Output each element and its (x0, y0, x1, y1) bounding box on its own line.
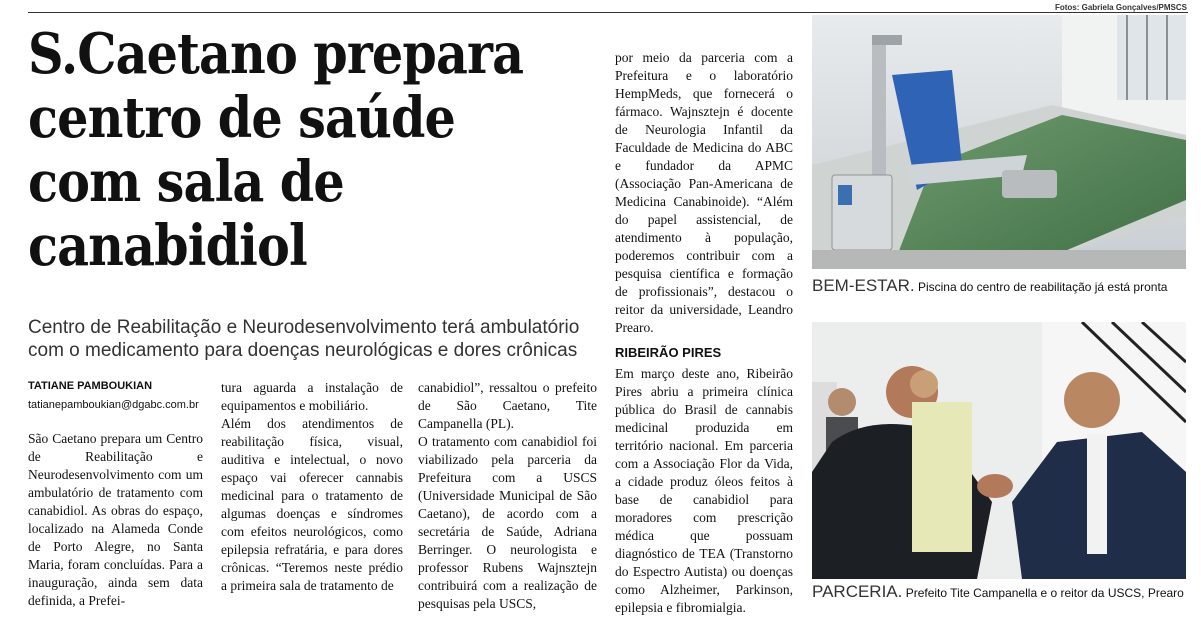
author-email: tatianepamboukian@dgabc.com.br (28, 399, 199, 411)
section-title-ribeirao-pires: RIBEIRÃO PIRES (615, 345, 722, 360)
caption-kicker: PARCERIA. (812, 582, 903, 601)
photo-credit: Fotos: Gabriela Gonçalves/PMSCS (1054, 3, 1187, 12)
subheadline: Centro de Reabilitação e Neurodesenvolvimento terá ambulatório com o medicamento para doenças neurológicas e dores crônicas (28, 317, 580, 361)
byline: TATIANE PAMBOUKIAN (28, 380, 153, 392)
top-rule (28, 12, 1188, 13)
article-column-2: tura aguarda a instalação de equipamentos e mobiliário. Além dos atendimentos de reabilitação física, visual, auditiva e intelectual, o novo espaço vai oferecer cannabis medicinal para o tratamento de algumas doenças e síndromes com efeitos neurológicos, como epilepsia refratária, e para dores crônicas. “Teremos neste prédio a primeira sala de tratamento de (221, 380, 403, 593)
headline: S.Caetano prepara centro de saúde com sala de canabidiol (28, 21, 524, 279)
caption-text: Piscina do centro de reabilitação já está pronta (914, 280, 1168, 294)
article-column-3: canabidiol”, ressaltou o prefeito de São Caetano, Tite Campanella (PL). O tratamento com canabidiol foi viabilizado pela parceria da Prefeitura com a USCS (Universidade Municipal de São Caetano), de acordo com a secretária de Saúde, Adriana Berringer. O neurologista e professor Rubens Wajnsztejn contribuirá com a realização de pesquisas pela USCS, (418, 380, 597, 611)
article-column-4-continued: Em março deste ano, Ribeirão Pires abriu a primeira clínica pública do Brasil de cannabis medicinal produzida em território nacional. Em parceria com a Associação Flor da Vida, a cidade produz óleos feitos à base de canabidiol para moradores com prescrição médica que possuam diagnóstico de TEA (Transtorno do Espectro Autista) ou doenças como Alzheimer, Parkinson, epilepsia e fibromialgia. (615, 366, 793, 615)
article-column-1: São Caetano prepara um Centro de Reabilitação e Neurodesenvolvimento com um ambulatório de tratamento com canabidiol. As obras do espaço, localizado na Alameda Conde de Porto Alegre, no Santa Maria, foram concluídas. Para a inauguração, ainda sem data definida, a Prefei- (28, 431, 203, 608)
pool-photo-caption (812, 276, 1167, 296)
handshake-photo (812, 322, 1186, 579)
pool-photo (812, 15, 1186, 269)
caption-text: Prefeito Tite Campanella e o reitor da USCS, Prearo (902, 586, 1184, 600)
caption-kicker: BEM-ESTAR. (812, 276, 915, 295)
handshake-photo-caption (812, 582, 1184, 602)
article-column-4: por meio da parceria com a Prefeitura e o laboratório HempMeds, que fornecerá o fármaco. Wajnsztejn é docente de Neurologia Infantil da Faculdade de Medicina do ABC e fundador da APMC (Associação Pan-Americana de Medicina Canabinoide). “Além do papel assistencial, de atendimento à população, poderemos contribuir com a pesquisa científica e formação de profissionais”, destacou o reitor da universidade, Leandro Prearo. (615, 50, 793, 335)
